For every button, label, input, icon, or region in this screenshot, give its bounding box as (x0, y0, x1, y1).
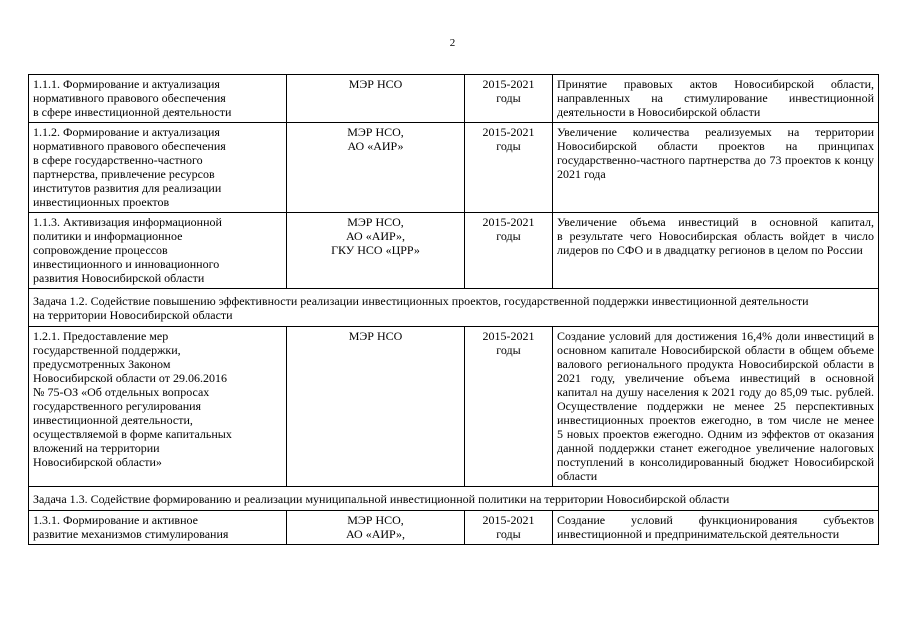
result-cell (553, 75, 879, 123)
cell-line: Задача 1.2. Содействие повышению эффективности реализации инвестиционных проектов, государственной поддержки инвестиционной деятельности (33, 294, 809, 308)
cell-line: развития Новосибирской области (33, 271, 205, 285)
cell-line: нормативного правового обеспечения (33, 139, 226, 153)
cell-line: Создание условий функционирования субъектов (557, 513, 874, 527)
cell-line: 1.1.3. Активизация информационной (33, 215, 222, 229)
cell-line: капитал на душу населения к 2021 году до 85,09 тыс. рублей. (557, 385, 874, 399)
executor-cell (287, 123, 465, 213)
cell-line: Новосибирской области проектов на принципах (557, 139, 874, 153)
cell-line: ГКУ НСО «ЦРР» (331, 243, 420, 257)
cell-line: направленных на стимулирование инвестиционной (557, 91, 874, 105)
cell-line: № 75-ОЗ «Об отдельных вопросах (33, 385, 210, 399)
plan-table (28, 74, 879, 545)
period-cell (465, 511, 553, 545)
cell-line: 1.1.1. Формирование и актуализация (33, 77, 220, 91)
cell-line: 2015-2021 (482, 125, 535, 139)
measure-cell (29, 123, 287, 213)
cell-line: МЭР НСО, (347, 125, 404, 139)
cell-line: в сфере инвестиционной деятельности (33, 105, 232, 119)
cell-line: Новосибирской области» (33, 455, 162, 469)
result-cell (553, 511, 879, 545)
cell-line: политики и информационное (33, 229, 183, 243)
cell-line: годы (496, 343, 521, 357)
cell-line: годы (496, 229, 521, 243)
cell-line: данной поддержки станет ежегодное увеличение налоговых (557, 441, 874, 455)
cell-line: инвестиционных проектов ежегодно, в том числе не менее (557, 413, 874, 427)
period-cell (465, 123, 553, 213)
cell-line: 2015-2021 (482, 77, 535, 91)
cell-line: предусмотренных Законом (33, 357, 171, 371)
cell-line: МЭР НСО, (347, 215, 404, 229)
measure-row (29, 75, 879, 123)
cell-line: 2021 году, увеличение объема инвестиций в основной (557, 371, 874, 385)
cell-line: АО «АИР» (347, 139, 404, 153)
cell-line: развитие механизмов стимулирования (33, 527, 229, 541)
cell-line: МЭР НСО, (347, 513, 404, 527)
cell-line: инвестиционных проектов (33, 195, 170, 209)
period-cell (465, 213, 553, 289)
measure-row (29, 123, 879, 213)
cell-line: области (557, 469, 598, 483)
cell-line: 2021 года (557, 167, 606, 181)
cell-line: валового регионального продукта Новосибирской области в (557, 357, 874, 371)
cell-line: институтов развития для реализации (33, 181, 222, 195)
page-number: 2 (449, 37, 456, 49)
cell-line: инвестиционной деятельности, (33, 413, 193, 427)
cell-line: государственно-частного партнерства до 73 проектов к концу (557, 153, 874, 167)
task-row (29, 289, 879, 327)
cell-line: 2015-2021 (482, 329, 535, 343)
cell-line: МЭР НСО (348, 77, 403, 91)
result-cell (553, 327, 879, 487)
task-cell (29, 487, 879, 511)
executor-cell (287, 327, 465, 487)
cell-line: сопровождение процессов (33, 243, 168, 257)
executor-cell (287, 213, 465, 289)
measure-cell (29, 511, 287, 545)
cell-line: нормативного правового обеспечения (33, 91, 226, 105)
cell-line: 1.3.1. Формирование и активное (33, 513, 198, 527)
cell-line: инвестиционного и инновационного (33, 257, 220, 271)
cell-line: 1.2.1. Предоставление мер (33, 329, 169, 343)
measure-row (29, 213, 879, 289)
cell-line: лидеров по СФО и в двадцатку регионов в целом по России (557, 243, 863, 257)
cell-line: 2015-2021 (482, 215, 535, 229)
cell-line: годы (496, 91, 521, 105)
cell-line: годы (496, 139, 521, 153)
cell-line: АО «АИР», (345, 229, 406, 243)
executor-cell (287, 511, 465, 545)
cell-line: годы (496, 527, 521, 541)
measure-cell (29, 327, 287, 487)
measure-cell (29, 75, 287, 123)
cell-line: инвестиционной и предпринимательской деятельности (557, 527, 840, 541)
result-cell (553, 213, 879, 289)
cell-line: Увеличение объема инвестиций в основной капитал, (557, 215, 874, 229)
result-cell (553, 123, 879, 213)
period-cell (465, 75, 553, 123)
cell-line: Создание условий для достижения 16,4% доли инвестиций в (557, 329, 874, 343)
cell-line: 5 новых проектов ежегодно. Одним из эффектов от оказания (557, 427, 874, 441)
cell-line: государственного регулирования (33, 399, 202, 413)
cell-line: 1.1.2. Формирование и актуализация (33, 125, 220, 139)
cell-line: деятельности в Новосибирской области (557, 105, 761, 119)
measure-row (29, 327, 879, 487)
cell-line: 2015-2021 (482, 513, 535, 527)
cell-line: партнерства, привлечение ресурсов (33, 167, 215, 181)
cell-line: вложений на территории (33, 441, 160, 455)
cell-line: Принятие правовых актов Новосибирской области, (557, 77, 874, 91)
task-cell (29, 289, 879, 327)
measure-row (29, 511, 879, 545)
cell-line: МЭР НСО (348, 329, 403, 343)
cell-line: Задача 1.3. Содействие формированию и реализации муниципальной инвестиционной политики на территории Новосибирской области (33, 492, 730, 506)
executor-cell (287, 75, 465, 123)
period-cell (465, 327, 553, 487)
measure-cell (29, 213, 287, 289)
cell-line: Осуществление поддержки не менее 25 перспективных (557, 399, 874, 413)
cell-line: АО «АИР», (345, 527, 406, 541)
cell-line: в результате чего Новосибирская область войдет в число (557, 229, 874, 243)
cell-line: в сфере государственно-частного (33, 153, 203, 167)
cell-line: осуществляемой в форме капитальных (33, 427, 232, 441)
cell-line: поступлений в консолидированный бюджет Новосибирской (557, 455, 874, 469)
cell-line: государственной поддержки, (33, 343, 181, 357)
cell-line: основном капитале Новосибирской области в общем объеме (557, 343, 874, 357)
cell-line: Увеличение количества реализуемых на территории (557, 125, 874, 139)
cell-line: на территории Новосибирской области (33, 308, 233, 322)
task-row (29, 487, 879, 511)
cell-line: Новосибирской области от 29.06.2016 (33, 371, 227, 385)
